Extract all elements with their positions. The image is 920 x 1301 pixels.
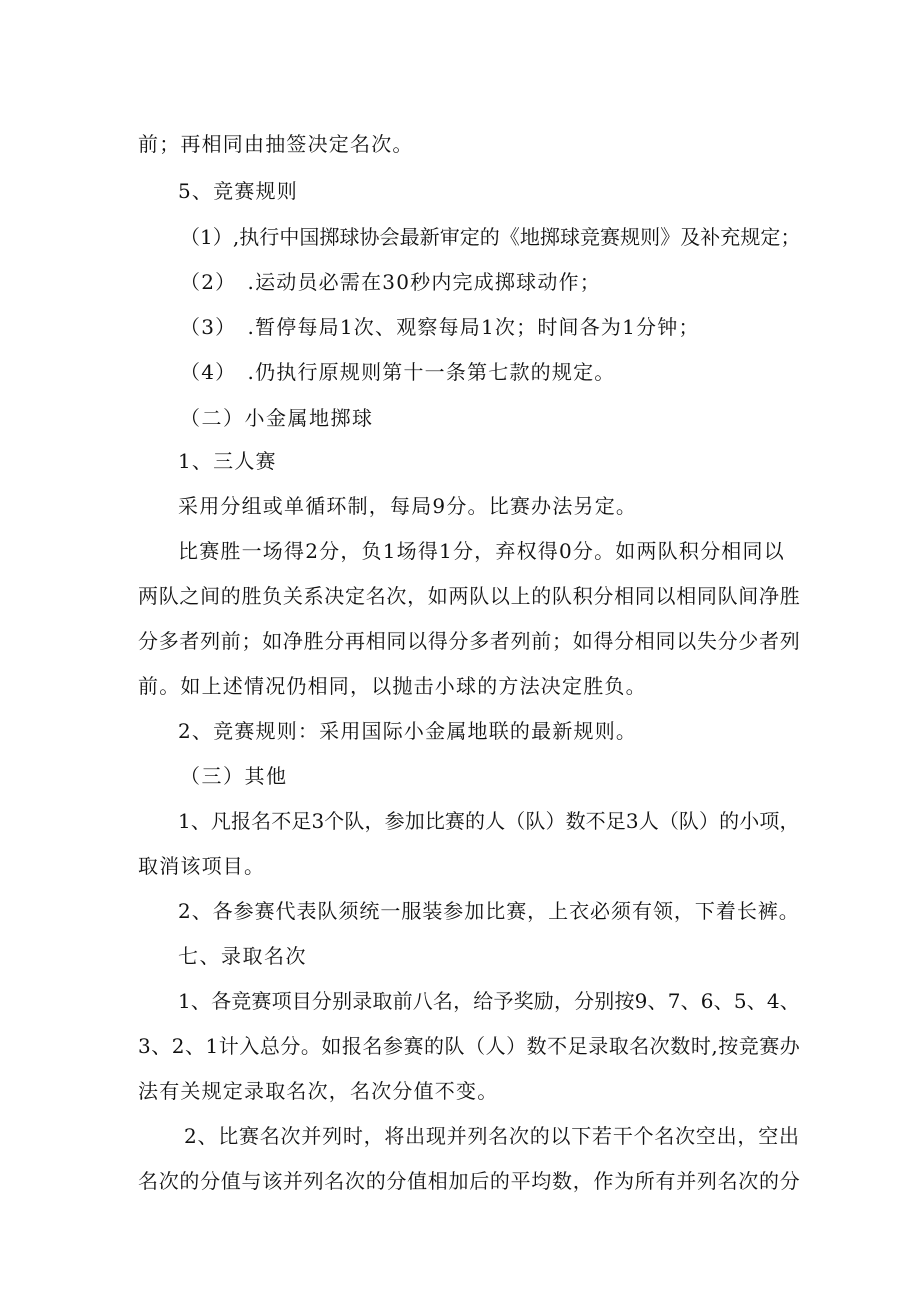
rule-item: （1）,执行中国掷球协会最新审定的《地掷球竞赛规则》及补充规定； (180, 225, 801, 249)
section-heading: 5、竞赛规则 (178, 179, 298, 203)
rule-item: （4） .仍执行原规则第十一条第七款的规定。 (180, 360, 616, 384)
paragraph-line: 分多者列前；如净胜分再相同以得分多者列前；如得分相同以失分少者列 (138, 629, 801, 653)
section-heading: （三）其他 (180, 764, 288, 788)
paragraph-line: 1、凡报名不足3个队，参加比赛的人（队）数不足3人（队）的小项， (178, 809, 800, 833)
paragraph-line: 2、各参赛代表队须统一服装参加比赛，上衣必须有领，下着长裤。 (178, 899, 800, 923)
paragraph-line: 比赛胜一场得2分，负1场得1分，弃权得0分。如两队积分相同以 (178, 539, 785, 563)
paragraph-line: 法有关规定录取名次，名次分值不变。 (138, 1079, 499, 1103)
rule-item: （2） .运动员必需在30秒内完成掷球动作； (180, 270, 601, 294)
paragraph-line: 取消该项目。 (138, 854, 266, 878)
rule-item: （3） .暂停每局1次、观察每局1次；时间各为1分钟； (180, 315, 700, 339)
paragraph-line: 采用分组或单循环制，每局9分。比赛办法另定。 (178, 494, 638, 518)
paragraph-line: 前。如上述情况仍相同，以抛击小球的方法决定胜负。 (138, 674, 647, 698)
paragraph-line: 3、2、1计入总分。如报名参赛的队（人）数不足录取名次数时,按竞赛办 (138, 1034, 801, 1058)
paragraph-line: 两队之间的胜负关系决定名次，如两队以上的队积分相同以相同队间净胜 (138, 584, 801, 608)
paragraph-line: 2、竞赛规则：采用国际小金属地联的最新规则。 (178, 719, 638, 743)
paragraph-line: 2、比赛名次并列时，将出现并列名次的以下若干个名次空出，空出 (184, 1124, 800, 1148)
paragraph-line: 1、各竞赛项目分别录取前八名，给予奖励，分别按9、7、6、5、4、 (178, 989, 800, 1013)
section-heading: 七、录取名次 (178, 944, 307, 968)
paragraph-line: 前；再相同由抽签决定名次。 (138, 132, 414, 156)
subsection-heading: 1、三人赛 (178, 449, 277, 473)
section-heading: （二）小金属地掷球 (180, 406, 374, 430)
paragraph-line: 名次的分值与该并列名次的分值相加后的平均数，作为所有并列名次的分 (138, 1169, 801, 1193)
